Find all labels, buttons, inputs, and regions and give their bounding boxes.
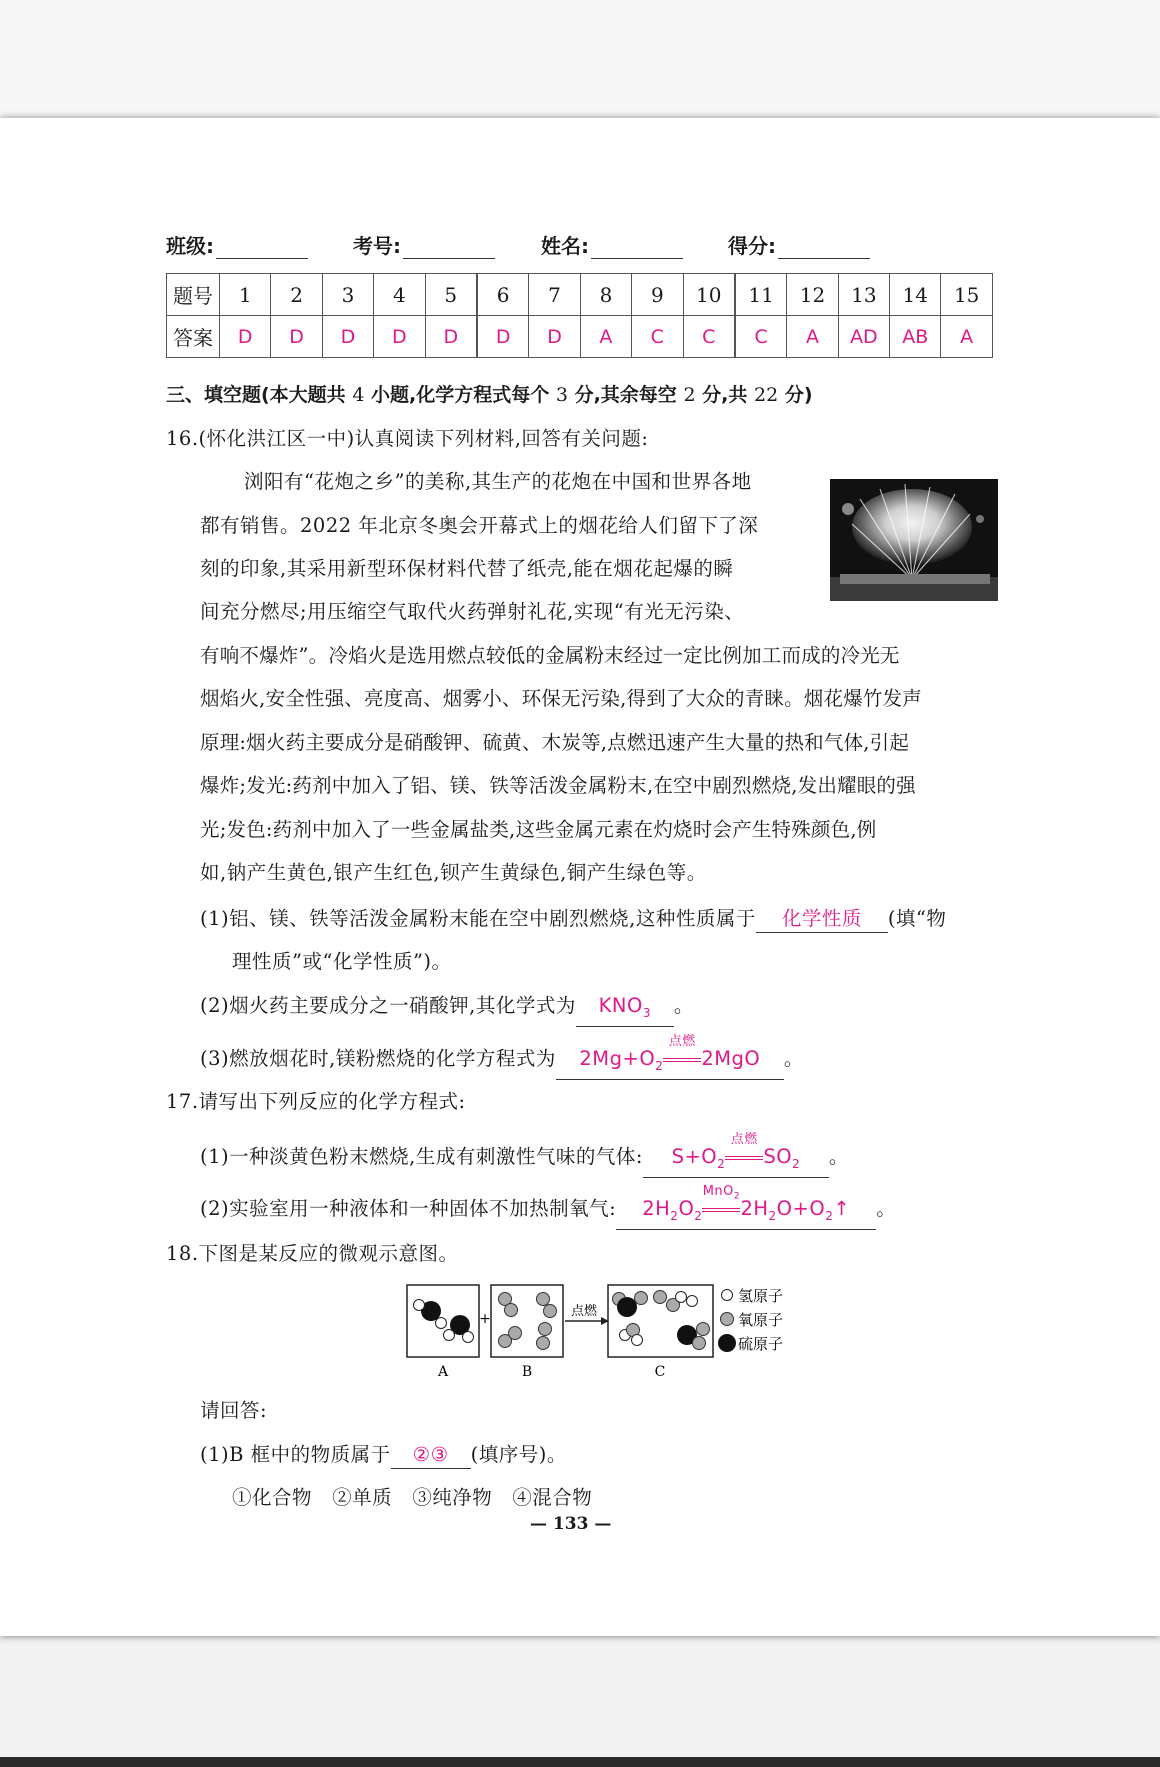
- hydrogen-atom: [414, 1300, 425, 1311]
- legend-hydrogen-icon: [722, 1290, 733, 1301]
- answer-cell: C: [632, 316, 683, 358]
- passage-line: 都有销售。2022 年北京冬奥会开幕式上的烟花给人们留下了深: [200, 514, 759, 537]
- passage-line: 有响不爆炸”。冷焰火是选用燃点较低的金属粉末经过一定比例加工而成的冷光无: [200, 644, 900, 667]
- exam-number-field: 考号:: [353, 230, 495, 259]
- answer-table: [166, 273, 993, 358]
- passage-line: 浏阳有“花炮之乡”的美称,其生产的花炮在中国和世界各地: [244, 470, 752, 493]
- q17-part2: (2)实验室用一种液体和一种固体不加热制氧气: $2H_2O_2$ MnO$_2$ $2H_2O+O_2↑$ 。: [200, 1193, 896, 1230]
- arrow-label: 点燃: [570, 1304, 598, 1319]
- answer-cell: D: [322, 316, 373, 358]
- passage-line: 爆炸;发光:药剂中加入了铝、镁、铁等活泼金属粉末,在空中剧烈燃烧,发出耀眼的强: [200, 774, 916, 797]
- answer-cell: D: [374, 316, 425, 358]
- answer-cell: A: [580, 316, 631, 358]
- qnum-cell: 6: [477, 274, 529, 316]
- hydrogen-atom: [444, 1330, 455, 1341]
- section-title: 三、填空题(本大题共 4 小题,化学方程式每个 3 分,其余每空 2 分,共 22 分): [166, 384, 813, 406]
- oxygen-atom: [635, 1292, 648, 1305]
- q17-part1-equation: $S+O_2$ 点燃 $SO_2$: [643, 1144, 829, 1178]
- answer-cell: C: [735, 316, 787, 358]
- q16-part1-answer: 化学性质: [756, 906, 888, 933]
- qnum-cell: 1: [220, 274, 271, 316]
- fireworks-photo: [830, 479, 998, 601]
- q18-ask: 请回答:: [200, 1399, 268, 1422]
- answer-cell: D: [425, 316, 477, 358]
- hydrogen-atom: [687, 1296, 698, 1307]
- answer-row: [167, 316, 993, 358]
- score-field: 得分:: [728, 230, 870, 259]
- hydrogen-atom: [676, 1292, 687, 1303]
- passage-line: 光;发色:药剂中加入了一些金属盐类,这些金属元素在灼烧时会产生特殊颜色,例: [200, 818, 877, 841]
- q18-options: ①化合物 ②单质 ③纯净物 ④混合物: [232, 1486, 593, 1509]
- q18-stem: 18.下图是某反应的微观示意图。: [166, 1242, 459, 1265]
- answer-cell: C: [683, 316, 735, 358]
- legend-hydrogen: 氢原子: [738, 1287, 784, 1305]
- passage-line: 间充分燃尽;用压缩空气取代火药弹射礼花,实现“有光无污染、: [200, 600, 745, 623]
- passage-line: 刻的印象,其采用新型环保材料代替了纸壳,能在烟花起爆的瞬: [200, 557, 734, 580]
- name-field: 姓名:: [541, 230, 683, 259]
- passage-line: 原理:烟火药主要成分是硝酸钾、硫黄、木炭等,点燃迅速产生大量的热和气体,引起: [200, 731, 910, 754]
- answer-cell: AB: [890, 316, 941, 358]
- oxygen-atom: [537, 1293, 550, 1306]
- hydrogen-atom: [436, 1318, 447, 1329]
- oxygen-atom: [537, 1337, 550, 1350]
- label-a: A: [437, 1364, 449, 1380]
- qnum-cell: 11: [735, 274, 787, 316]
- q16-part2-answer: $KNO_3$: [576, 993, 674, 1027]
- q16-part3-equation: $2Mg+O_2$ 点燃 2MgO: [556, 1046, 784, 1080]
- passage-line: 烟焰火,安全性强、亮度高、烟雾小、环保无污染,得到了大众的青睐。烟花爆竹发声: [200, 687, 922, 710]
- answer-cell: D: [220, 316, 271, 358]
- oxygen-atom: [693, 1337, 706, 1350]
- qnum-cell: 5: [425, 274, 477, 316]
- qnum-cell: 2: [271, 274, 322, 316]
- answer-cell: A: [787, 316, 838, 358]
- qnum-cell: 10: [683, 274, 735, 316]
- row-header: 题号: [167, 274, 220, 316]
- answer-cell: D: [529, 316, 580, 358]
- question-number-row: [167, 274, 993, 316]
- hydrogen-atom: [463, 1332, 474, 1343]
- qnum-cell: 8: [580, 274, 631, 316]
- q17-part1: (1)一种淡黄色粉末燃烧,生成有刺激性气味的气体: $S+O_2$ 点燃 $SO_2$ 。: [200, 1141, 849, 1178]
- oxygen-atom: [539, 1323, 552, 1336]
- q17-stem: 17.请写出下列反应的化学方程式:: [166, 1090, 466, 1113]
- label-b: B: [521, 1364, 533, 1380]
- answer-cell: A: [941, 316, 992, 358]
- viewer-bottom-bar: [0, 1757, 1160, 1767]
- legend-oxygen: 氧原子: [738, 1311, 784, 1329]
- passage-line: 如,钠产生黄色,银产生红色,钡产生黄绿色,铜产生绿色等。: [200, 861, 707, 884]
- answer-cell: D: [271, 316, 322, 358]
- viewer-top-margin: [0, 0, 1160, 118]
- label-c: C: [654, 1364, 666, 1380]
- legend-oxygen-icon: [721, 1313, 734, 1326]
- q16-part1: (1)铝、镁、铁等活泼金属粉末能在空中剧烈燃烧,这种性质属于 化学性质 (填“物: [200, 903, 946, 933]
- qnum-cell: 14: [890, 274, 941, 316]
- q16-part2: (2)烟火药主要成分之一硝酸钾,其化学式为 $KNO_3$ 。: [200, 990, 694, 1027]
- legend-sulfur-icon: [718, 1334, 736, 1352]
- q18-part1-answer: ②③: [391, 1442, 471, 1469]
- page-number: — 133 —: [530, 1514, 612, 1534]
- hydrogen-atom: [632, 1335, 643, 1346]
- sulfur-atom: [617, 1297, 637, 1317]
- q17-part2-equation: $2H_2O_2$ MnO$_2$ $2H_2O+O_2↑$: [616, 1196, 876, 1230]
- q16-stem: 16.(怀化洪江区一中)认真阅读下列材料,回答有关问题:: [166, 427, 649, 450]
- plus-sign: +: [479, 1311, 491, 1327]
- oxygen-atom: [505, 1304, 518, 1317]
- qnum-cell: 13: [838, 274, 889, 316]
- oxygen-atom: [654, 1291, 667, 1304]
- legend-sulfur: 硫原子: [738, 1335, 784, 1353]
- qnum-cell: 9: [632, 274, 683, 316]
- worksheet-page: [0, 118, 1160, 1636]
- q18-part1: (1)B 框中的物质属于 ②③ (填序号)。: [200, 1439, 567, 1469]
- micro-reaction-diagram: [405, 1283, 805, 1383]
- answer-cell: AD: [838, 316, 889, 358]
- qnum-cell: 7: [529, 274, 580, 316]
- oxygen-atom: [697, 1323, 710, 1336]
- qnum-cell: 12: [787, 274, 838, 316]
- class-field: 班级:: [166, 230, 308, 259]
- q16-part3: (3)燃放烟花时,镁粉燃烧的化学方程式为 $2Mg+O_2$ 点燃 2MgO 。: [200, 1043, 804, 1080]
- q16-part1-cont: 理性质”或“化学性质”)。: [232, 950, 452, 973]
- answer-cell: D: [477, 316, 529, 358]
- oxygen-atom: [544, 1305, 557, 1318]
- qnum-cell: 15: [941, 274, 992, 316]
- qnum-cell: 3: [322, 274, 373, 316]
- qnum-cell: 4: [374, 274, 425, 316]
- row-header: 答案: [167, 316, 220, 358]
- oxygen-atom: [509, 1327, 522, 1340]
